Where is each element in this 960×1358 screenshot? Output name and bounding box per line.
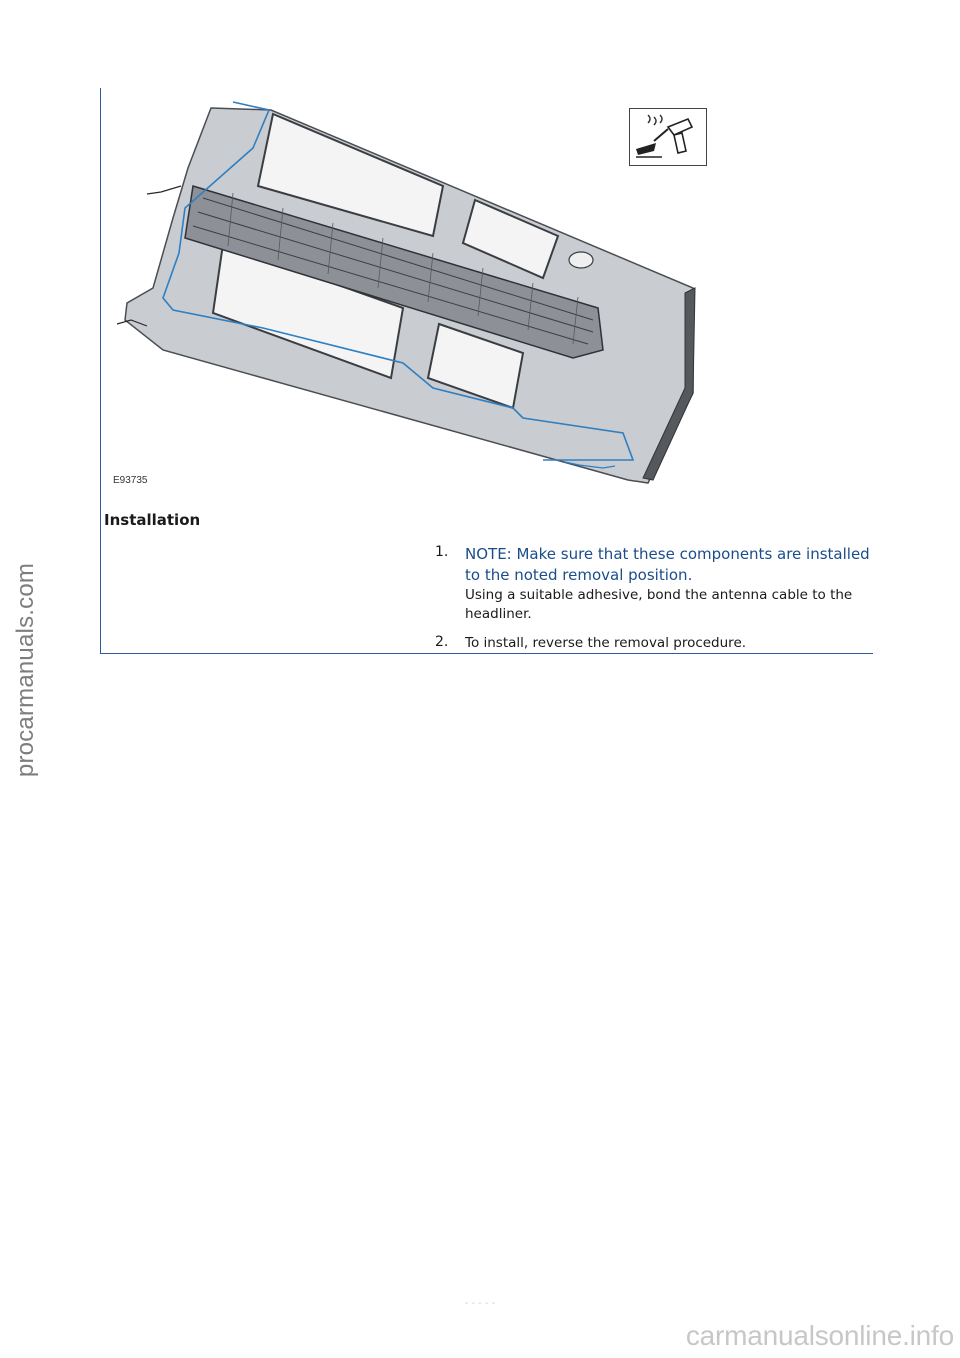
section-title: Installation: [104, 511, 201, 529]
step-note: NOTE: Make sure that these components are installed to the noted removal position.: [465, 545, 870, 584]
step-number: 1.: [435, 544, 449, 560]
cable-connector-front: [147, 186, 181, 194]
step-text: To install, reverse the removal procedure.: [465, 635, 747, 651]
step-text: Using a suitable adhesive, bond the antenna cable to the headliner.: [465, 587, 853, 622]
page-number: - - - - -: [464, 1298, 496, 1309]
step-number: 2.: [435, 634, 449, 650]
step-1: [435, 544, 875, 624]
installation-steps: [435, 544, 875, 663]
carmanualsonline-watermark: carmanualsonline.info: [685, 1320, 954, 1351]
grab-handle-recess: [569, 252, 593, 268]
procarmanuals-watermark: [4, 560, 48, 780]
glue-gun-icon: [629, 108, 707, 166]
headliner-illustration: [103, 88, 723, 496]
procarmanuals-watermark-text: procarmanuals.com: [12, 562, 39, 778]
step-2: [435, 634, 875, 653]
procedure-frame: [100, 88, 873, 654]
figure-reference-label: E93735: [113, 475, 148, 486]
